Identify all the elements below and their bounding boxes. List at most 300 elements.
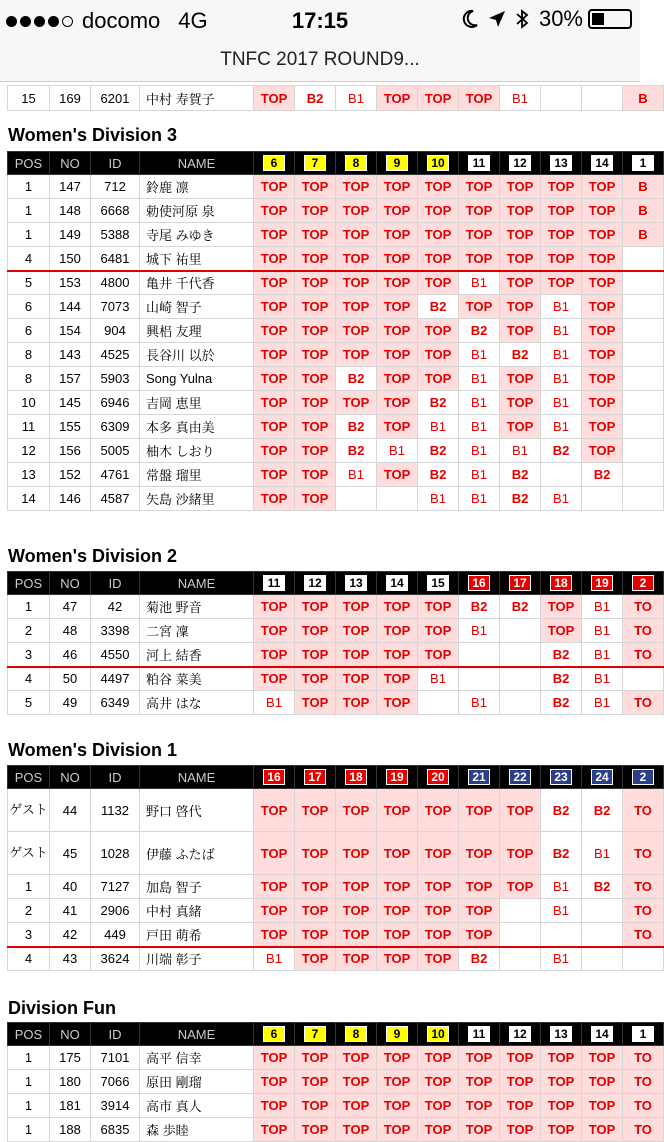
- result-cell: B1: [541, 899, 582, 923]
- result-cell: [623, 295, 664, 319]
- table-row[interactable]: [8, 1046, 664, 1070]
- problem-number-badge: 12: [509, 155, 531, 171]
- table-header: [8, 1023, 664, 1046]
- table-row[interactable]: [8, 487, 664, 511]
- table-row[interactable]: [8, 295, 664, 319]
- no-cell: 148: [50, 199, 91, 223]
- result-cell: B2: [459, 319, 500, 343]
- id-cell: 6309: [91, 415, 140, 439]
- table-row[interactable]: [8, 439, 664, 463]
- no-cell: 153: [50, 271, 91, 295]
- pos-cell: 1: [8, 595, 50, 619]
- result-cell: B2: [500, 595, 541, 619]
- problem-header: [336, 572, 377, 595]
- result-cell: TOP: [500, 367, 541, 391]
- result-cell: TOP: [295, 832, 336, 875]
- problem-header: [623, 1023, 664, 1046]
- result-cell: TOP: [418, 1046, 459, 1070]
- problem-header: [541, 572, 582, 595]
- table-row[interactable]: [8, 319, 664, 343]
- result-cell: TOP: [336, 1046, 377, 1070]
- result-cell: [582, 947, 623, 971]
- result-cell: TOP: [582, 199, 623, 223]
- id-cell: 3624: [91, 947, 140, 971]
- result-cell: TOP: [377, 899, 418, 923]
- result-cell: TOP: [500, 271, 541, 295]
- result-cell: B: [623, 223, 664, 247]
- result-cell: TOP: [500, 1118, 541, 1142]
- result-cell: B1: [459, 487, 500, 511]
- result-cell: TOP: [254, 367, 295, 391]
- problem-number-badge: 13: [550, 1026, 572, 1042]
- result-cell: TOP: [336, 691, 377, 715]
- result-cell: TOP: [377, 1070, 418, 1094]
- no-cell: 180: [50, 1070, 91, 1094]
- name-cell: 中村 寿賀子: [140, 86, 254, 111]
- no-cell: 146: [50, 487, 91, 511]
- no-cell: 152: [50, 463, 91, 487]
- division-title: Division Fun: [8, 998, 116, 1018]
- problem-number-badge: 16: [468, 575, 490, 591]
- problem-number-badge: 9: [386, 155, 408, 171]
- column-header: POS: [8, 572, 50, 595]
- pos-cell: 1: [8, 199, 50, 223]
- result-cell: TOP: [459, 923, 500, 947]
- id-cell: 7127: [91, 875, 140, 899]
- no-cell: 150: [50, 247, 91, 271]
- result-cell: TOP: [254, 463, 295, 487]
- column-header: ID: [91, 572, 140, 595]
- result-cell: TOP: [295, 619, 336, 643]
- id-cell: 5005: [91, 439, 140, 463]
- name-cell: 鈴鹿 凛: [140, 175, 254, 199]
- result-cell: TOP: [377, 199, 418, 223]
- name-cell: 勅使河原 泉: [140, 199, 254, 223]
- result-cell: B1: [582, 619, 623, 643]
- no-cell: 154: [50, 319, 91, 343]
- result-cell: B1: [541, 295, 582, 319]
- name-cell: 野口 啓代: [140, 789, 254, 832]
- table-row[interactable]: [8, 691, 664, 715]
- result-cell: TOP: [295, 415, 336, 439]
- result-cell: TOP: [295, 667, 336, 691]
- pos-cell: 5: [8, 691, 50, 715]
- result-cell: TOP: [254, 923, 295, 947]
- result-cell: TOP: [582, 175, 623, 199]
- result-cell: TOP: [377, 923, 418, 947]
- name-cell: 城下 祐里: [140, 247, 254, 271]
- problem-number-badge: 10: [427, 1026, 449, 1042]
- result-cell: TOP: [377, 643, 418, 667]
- column-header: POS: [8, 152, 50, 175]
- results-table: [7, 151, 664, 511]
- result-cell: TOP: [295, 343, 336, 367]
- problem-header: [377, 152, 418, 175]
- result-cell: TOP: [377, 619, 418, 643]
- table-row[interactable]: [8, 1094, 664, 1118]
- battery-icon: [588, 9, 632, 29]
- result-cell: [500, 643, 541, 667]
- table-row[interactable]: [8, 789, 664, 832]
- table-row[interactable]: [8, 1118, 664, 1142]
- id-cell: 449: [91, 923, 140, 947]
- no-cell: 41: [50, 899, 91, 923]
- result-cell: TOP: [295, 1070, 336, 1094]
- result-cell: TO: [623, 789, 664, 832]
- results-table: [7, 1022, 664, 1142]
- name-cell: 河上 結香: [140, 643, 254, 667]
- problem-header: [377, 766, 418, 789]
- result-cell: TOP: [254, 86, 295, 111]
- result-cell: TOP: [418, 271, 459, 295]
- id-cell: 6481: [91, 247, 140, 271]
- problem-number-badge: 10: [427, 155, 449, 171]
- result-cell: B: [623, 199, 664, 223]
- problem-number-badge: 2: [632, 769, 654, 785]
- id-cell: 6668: [91, 199, 140, 223]
- result-cell: TOP: [295, 487, 336, 511]
- result-cell: TO: [623, 875, 664, 899]
- problem-number-badge: 18: [345, 769, 367, 785]
- no-cell: 149: [50, 223, 91, 247]
- column-header: ID: [91, 766, 140, 789]
- result-cell: B1: [418, 667, 459, 691]
- bluetooth-icon: [515, 8, 529, 30]
- problem-header: [541, 766, 582, 789]
- result-cell: TOP: [459, 1070, 500, 1094]
- table-row[interactable]: [8, 899, 664, 923]
- problem-number-badge: 12: [509, 1026, 531, 1042]
- name-cell: 二宮 凜: [140, 619, 254, 643]
- result-cell: TOP: [254, 319, 295, 343]
- result-cell: TOP: [295, 199, 336, 223]
- pos-cell: ゲスト: [8, 789, 50, 832]
- pos-cell: 3: [8, 643, 50, 667]
- result-cell: TOP: [459, 789, 500, 832]
- problem-number-badge: 13: [345, 575, 367, 591]
- problem-number-badge: 20: [427, 769, 449, 785]
- result-cell: TOP: [336, 875, 377, 899]
- problem-number-badge: 7: [304, 1026, 326, 1042]
- name-cell: 吉岡 恵里: [140, 391, 254, 415]
- problem-header: [418, 766, 459, 789]
- result-cell: TOP: [377, 415, 418, 439]
- result-cell: TOP: [500, 319, 541, 343]
- result-cell: B2: [500, 487, 541, 511]
- result-cell: TOP: [541, 247, 582, 271]
- pos-cell: 1: [8, 175, 50, 199]
- result-cell: B2: [582, 463, 623, 487]
- table-row[interactable]: [8, 415, 664, 439]
- result-cell: TOP: [459, 175, 500, 199]
- result-cell: [418, 691, 459, 715]
- column-header: POS: [8, 1023, 50, 1046]
- problem-header: [500, 766, 541, 789]
- no-cell: 156: [50, 439, 91, 463]
- result-cell: TOP: [295, 643, 336, 667]
- result-cell: B1: [459, 271, 500, 295]
- no-cell: 145: [50, 391, 91, 415]
- no-cell: 147: [50, 175, 91, 199]
- result-cell: TOP: [254, 875, 295, 899]
- result-cell: TO: [623, 923, 664, 947]
- division-title: Women's Division 2: [8, 546, 177, 566]
- result-cell: TOP: [418, 199, 459, 223]
- result-cell: [459, 667, 500, 691]
- table-row[interactable]: [8, 1070, 664, 1094]
- result-cell: TOP: [254, 643, 295, 667]
- pos-cell: ゲスト: [8, 832, 50, 875]
- result-cell: TOP: [541, 595, 582, 619]
- problem-number-badge: 1: [632, 155, 654, 171]
- result-cell: B1: [459, 415, 500, 439]
- problem-number-badge: 14: [591, 155, 613, 171]
- result-cell: TOP: [582, 1118, 623, 1142]
- result-cell: TOP: [254, 487, 295, 511]
- table-row[interactable]: [8, 86, 664, 111]
- problem-header: [500, 1023, 541, 1046]
- name-cell: 長谷川 以於: [140, 343, 254, 367]
- id-cell: 7101: [91, 1046, 140, 1070]
- result-cell: TOP: [377, 295, 418, 319]
- result-cell: TOP: [541, 1094, 582, 1118]
- result-cell: [336, 487, 377, 511]
- result-cell: TOP: [336, 789, 377, 832]
- id-cell: 6201: [91, 86, 140, 111]
- problem-header: [582, 766, 623, 789]
- column-header: NAME: [140, 572, 254, 595]
- result-cell: TOP: [377, 832, 418, 875]
- clock: 17:15: [291, 8, 349, 33]
- result-cell: TOP: [582, 1070, 623, 1094]
- id-cell: 6835: [91, 1118, 140, 1142]
- result-cell: B1: [541, 487, 582, 511]
- problem-number-badge: 9: [386, 1026, 408, 1042]
- result-cell: TOP: [295, 247, 336, 271]
- page-title-bar[interactable]: [0, 40, 640, 82]
- problem-header: [254, 152, 295, 175]
- result-cell: TOP: [295, 175, 336, 199]
- table-row[interactable]: [8, 343, 664, 367]
- table-row[interactable]: [8, 463, 664, 487]
- result-cell: TOP: [418, 86, 459, 111]
- table-header: [8, 152, 664, 175]
- result-cell: B2: [582, 875, 623, 899]
- result-cell: TOP: [541, 199, 582, 223]
- pos-cell: 4: [8, 247, 50, 271]
- problem-number-badge: 21: [468, 769, 490, 785]
- problem-number-badge: 17: [304, 769, 326, 785]
- name-cell: 亀井 千代香: [140, 271, 254, 295]
- table-row[interactable]: [8, 667, 664, 691]
- problem-header: [500, 572, 541, 595]
- table-row[interactable]: [8, 947, 664, 971]
- result-cell: TOP: [418, 899, 459, 923]
- table-row[interactable]: [8, 247, 664, 271]
- problem-number-badge: 11: [263, 575, 285, 591]
- result-cell: [623, 391, 664, 415]
- result-cell: B1: [500, 439, 541, 463]
- prev-division-table: [7, 85, 664, 111]
- result-cell: TOP: [336, 247, 377, 271]
- result-cell: TOP: [336, 1094, 377, 1118]
- no-cell: 143: [50, 343, 91, 367]
- problem-header: [418, 152, 459, 175]
- problem-number-badge: 15: [427, 575, 449, 591]
- result-cell: TOP: [418, 319, 459, 343]
- result-cell: TOP: [500, 247, 541, 271]
- result-cell: TOP: [295, 789, 336, 832]
- result-cell: TOP: [377, 667, 418, 691]
- result-cell: [623, 247, 664, 271]
- result-cell: TOP: [418, 923, 459, 947]
- result-cell: TOP: [295, 295, 336, 319]
- result-cell: TOP: [418, 1118, 459, 1142]
- result-cell: TOP: [254, 595, 295, 619]
- table-row[interactable]: [8, 271, 664, 295]
- name-cell: 菊池 野音: [140, 595, 254, 619]
- result-cell: TOP: [459, 295, 500, 319]
- result-cell: B2: [541, 643, 582, 667]
- result-cell: TOP: [582, 439, 623, 463]
- table-row[interactable]: [8, 923, 664, 947]
- problem-number-badge: 17: [509, 575, 531, 591]
- pos-cell: 6: [8, 295, 50, 319]
- result-cell: [623, 439, 664, 463]
- table-row[interactable]: [8, 643, 664, 667]
- table-row[interactable]: [8, 619, 664, 643]
- result-cell: TOP: [336, 199, 377, 223]
- pos-cell: 5: [8, 271, 50, 295]
- result-cell: TOP: [254, 415, 295, 439]
- result-cell: [500, 667, 541, 691]
- result-cell: B1: [541, 415, 582, 439]
- result-cell: TOP: [254, 391, 295, 415]
- result-cell: TOP: [336, 947, 377, 971]
- no-cell: 169: [50, 86, 91, 111]
- table-row[interactable]: [8, 223, 664, 247]
- pos-cell: 3: [8, 923, 50, 947]
- id-cell: 5903: [91, 367, 140, 391]
- result-cell: [459, 643, 500, 667]
- status-right: [461, 6, 632, 32]
- result-cell: B: [623, 86, 664, 111]
- result-cell: B1: [459, 367, 500, 391]
- problem-header: [418, 1023, 459, 1046]
- result-cell: B2: [418, 463, 459, 487]
- no-cell: 42: [50, 923, 91, 947]
- table-row[interactable]: [8, 595, 664, 619]
- result-cell: TOP: [377, 391, 418, 415]
- result-cell: TOP: [254, 223, 295, 247]
- table-row[interactable]: [8, 199, 664, 223]
- column-header: NO: [50, 572, 91, 595]
- problem-header: [254, 572, 295, 595]
- result-cell: TOP: [500, 875, 541, 899]
- pos-cell: 13: [8, 463, 50, 487]
- status-bar: [0, 0, 640, 40]
- problem-number-badge: 19: [591, 575, 613, 591]
- result-cell: [623, 947, 664, 971]
- table-row[interactable]: [8, 391, 664, 415]
- result-cell: TOP: [459, 1046, 500, 1070]
- no-cell: 175: [50, 1046, 91, 1070]
- result-cell: TOP: [500, 199, 541, 223]
- result-cell: TOP: [418, 875, 459, 899]
- result-cell: B2: [541, 667, 582, 691]
- problem-number-badge: 13: [550, 155, 572, 171]
- problem-header: [582, 572, 623, 595]
- result-cell: TOP: [377, 595, 418, 619]
- column-header: NAME: [140, 1023, 254, 1046]
- results-content[interactable]: [0, 82, 652, 1138]
- result-cell: B1: [459, 691, 500, 715]
- problem-number-badge: 6: [263, 1026, 285, 1042]
- result-cell: TOP: [377, 223, 418, 247]
- id-cell: 1028: [91, 832, 140, 875]
- result-cell: [500, 899, 541, 923]
- result-cell: TOP: [459, 223, 500, 247]
- table-row[interactable]: [8, 175, 664, 199]
- result-cell: TOP: [336, 295, 377, 319]
- result-cell: TO: [623, 1118, 664, 1142]
- table-header: [8, 766, 664, 789]
- result-cell: TOP: [254, 295, 295, 319]
- no-cell: 155: [50, 415, 91, 439]
- table-row[interactable]: [8, 367, 664, 391]
- id-cell: 904: [91, 319, 140, 343]
- result-cell: TOP: [295, 1094, 336, 1118]
- results-table: [7, 571, 664, 715]
- no-cell: 40: [50, 875, 91, 899]
- result-cell: TOP: [254, 899, 295, 923]
- problem-header: [459, 572, 500, 595]
- column-header: NO: [50, 1023, 91, 1046]
- result-cell: B2: [541, 789, 582, 832]
- pos-cell: 12: [8, 439, 50, 463]
- result-cell: B1: [459, 391, 500, 415]
- pos-cell: 8: [8, 343, 50, 367]
- table-row[interactable]: [8, 832, 664, 875]
- table-row[interactable]: [8, 875, 664, 899]
- name-cell: 原田 剛瑠: [140, 1070, 254, 1094]
- result-cell: TOP: [418, 643, 459, 667]
- pos-cell: 11: [8, 415, 50, 439]
- page-title: TNFC 2017 ROUND9...: [220, 49, 420, 70]
- problem-header: [582, 1023, 623, 1046]
- result-cell: TOP: [418, 175, 459, 199]
- result-cell: TO: [623, 595, 664, 619]
- result-cell: TOP: [582, 271, 623, 295]
- problem-number-badge: 8: [345, 155, 367, 171]
- result-cell: TOP: [295, 439, 336, 463]
- problem-header: [459, 1023, 500, 1046]
- result-cell: [582, 487, 623, 511]
- result-cell: B1: [582, 691, 623, 715]
- name-cell: 中村 真緒: [140, 899, 254, 923]
- result-cell: B: [623, 175, 664, 199]
- name-cell: Song Yulna: [140, 367, 254, 391]
- id-cell: 4497: [91, 667, 140, 691]
- problem-header: [459, 766, 500, 789]
- result-cell: [623, 319, 664, 343]
- result-cell: B1: [459, 439, 500, 463]
- problem-number-badge: 14: [386, 575, 408, 591]
- id-cell: 6349: [91, 691, 140, 715]
- problem-header: [295, 152, 336, 175]
- result-cell: TOP: [336, 319, 377, 343]
- name-cell: 戸田 萌希: [140, 923, 254, 947]
